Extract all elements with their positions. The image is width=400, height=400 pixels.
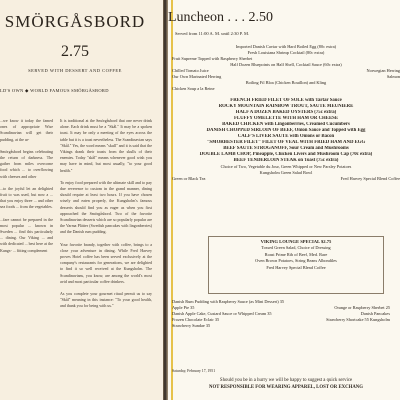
dessert-right: Strawberry Shortcake 55 Kungsholm (326, 317, 390, 322)
menu-line: BAKED CHICKEN with Lingonberries, Creamed Cucumbers (222, 122, 350, 127)
menu-line-right: Fred Harvey Special Blend Coffee (340, 176, 400, 181)
smorgasbord-price: 2.75 (61, 43, 89, 60)
viking-lounge-special (208, 236, 384, 294)
menu-line: FLUFFY OMELETTE WITH HAM OR CHEESE (233, 116, 339, 121)
smorgasbord-page (0, 0, 163, 400)
menu-line: Half Dozen Bluepoints on Half Shell, Cocktail Sauce (60c extra) (230, 62, 342, 67)
menu-line: CALF'S LIVER SAUTE with Onions or Bacon (237, 134, 335, 139)
menu-line-left: Chicken Soup a la Reine (172, 86, 215, 91)
menu-line: BEEF SAUTE STROGANOFF, Sour Cream and Mushrooms (223, 146, 349, 151)
dessert-right: Orange or Raspberry Sherbet 25 (334, 305, 390, 310)
dessert-left: Danish Apple Cake, Custard Sauce or Whipped Cream 35 (172, 311, 272, 316)
menu-date: Saturday, February 17, 1951 (172, 369, 216, 373)
viking-item: Roast Prime Rib of Beef, Med. Rare (264, 251, 328, 257)
menu-line-left: Our Own Marinated Herring (172, 74, 222, 79)
paragraph: Smörgåsbord begins celebrating the return of darkness. The gather from miles overcome food which ... to overflowing with cheeses and other (0, 148, 53, 179)
menu-line-right: Norwegian Herring (366, 68, 400, 73)
luncheon-menu (172, 44, 400, 182)
viking-item: Fred Harvey Special Blend Coffee (266, 264, 326, 270)
luncheon-hours: Served from 11:00 A. M. until 2:30 P. M. (175, 31, 250, 36)
menu-line: DANISH CHOPPED SIRLOIN OF BEEF, Onion Sauce and Topped with Egg (206, 128, 366, 133)
dessert-left: Frozen Chocolate Eclair 35 (172, 317, 220, 322)
paragraph: It is traditional at the Smörgåsbord that one never drink alone. Each drink must be a "Skål." It may be a spoken toast. It may be only a meeting of the eyes across the table but it is a toast nevertheless. The Scandinavian says "Skål." Yes, the word means "skull" and it is said that the Vikings drank their toasts from the skulls of their enemies. Today "skål" means whenever good wish you may have in mind, but most usually, "to your good health." (60, 118, 152, 173)
paragraph: To enjoy food prepared with the ultimate skill and to pay due reverence to custom in the grand manner, dining should require at least two hours. If you have chosen wisely and eaten properly, the Kungsholm's famous desserts should find you as eager as when you first approached the Smörgåsbord. Two of the favorite Scandinavian desserts which are so popularly popular are the Varma Plätter (Swedish pancakes with lingonberries) and the Danish rum pudding. (60, 179, 152, 235)
menu-line-left: Green or Black Tea (172, 176, 206, 181)
menu-line: Choice of Two, Vegetable du Jour, Green Whipped or New Parsley Potatoes (220, 164, 352, 169)
left-column-text (0, 118, 53, 398)
menu-line-left: Chilled Tomato Juice (172, 68, 209, 73)
smorgasbord-title: SMÖRGÅSBORD (4, 12, 146, 31)
right-column-text (60, 118, 152, 398)
dessert-left: Strawberry Sundae 35 (172, 323, 211, 328)
paragraph: ...to the joyful let an delighted fruit to was used, but now a ... that you enjoy three ... and other sea foods ... from the vegetables. (0, 185, 53, 210)
luncheon-title: Luncheon . . . 2.50 (168, 10, 273, 25)
dessert-right: Danish Pancakes (360, 311, 390, 316)
paragraph: ...we know it today the famed ones of appropriate Wise Scandinavian will get their pudding, at the ar- (0, 118, 53, 142)
menu-line: BEEF TENDERLOIN STEAK on Toast (75c extra) (233, 158, 339, 163)
menu-line: "SMORBESTER FILET" FILET OF VEAL WITH FRIED HAM AND EGG (206, 140, 366, 145)
menu-line: DOUBLE LAMB CHOP, Pineapple, Chicken Livers and Mushroom Cap (70c extra) (199, 152, 373, 157)
dessert-line (172, 323, 400, 329)
viking-item: Tossed Green Salad, Choice of Dressing (261, 245, 331, 251)
paragraph: ...fare cannot be prepared in the most popular ... known in Sweden ... find this particularly ... dining. Our Viking ... and with dedicated ... best here at the Kungs- ... fitting complement (0, 216, 53, 253)
hurry-note: Should you be in a hurry we will be happy to suggest a quick service (219, 378, 353, 383)
menu-line-left: Fruit Supreme Topped with Raspberry Sherbet (172, 56, 253, 61)
menu-line: Boiling Fil Bloa (Chicken Bouillon) and Kling (245, 80, 327, 85)
paragraph: Your favorite brandy, together with coffee, brings to a close your adventure in dining. While Fred Harvey proves Hotel coffee has been served exclusively at the company's restaurants for generations, we are delighted to find it so well received at the Kungsholm. The Scandinavians, you know, are among the world's most avid and most particular coffee drinkers. (60, 241, 152, 284)
menu-line: Fresh Louisiana Shrimp Cocktail (80c extra) (247, 50, 325, 55)
smorgasbord-tagline: LD'S OWN ◆ WORLD FAMOUS SMÖRGÅSBORD (0, 88, 109, 93)
menu-line-right: Salmon (386, 74, 400, 79)
viking-item: Oven Brown Potatoes, String Beans Albondiles (255, 258, 337, 264)
menu-line (172, 176, 400, 182)
smorgasbord-served-note: SERVED WITH DESSERT AND COFFEE (28, 68, 122, 73)
menu-line: Kungsholm Green Salad Bowl (259, 170, 313, 175)
menu-line: ROCKY MOUNTAIN RAINBOW TROUT, SAUTE MEUNIERE (218, 104, 354, 109)
dessert-left: Apple Pie 35 (172, 305, 195, 310)
dessert-left: Danish Rum Pudding with Raspberry Sauce (as Mini Dessert) 35 (172, 299, 285, 304)
dessert-list (172, 299, 400, 329)
responsibility-notice: NOT RESPONSIBLE FOR WEARING APPAREL, LOST OR EXCHANG (209, 385, 363, 390)
menu-line: HALF A DOZEN BAKED OYSTERS (75c extra) (235, 110, 337, 115)
viking-heading: VIKING LOUNGE SPECIAL $2.75 (260, 239, 332, 244)
menu-line: Imported Danish Caviar with Hard Boiled Egg (80c extra) (235, 44, 337, 49)
menu-line: FRENCH FRIED FILET OF SOLE with Tartar Sauce (230, 98, 342, 103)
paragraph: As you complete your gourmet ritual permit us to say "Skål" meaning in this instance: "To your good health, and thank you for being with us." (60, 291, 152, 309)
